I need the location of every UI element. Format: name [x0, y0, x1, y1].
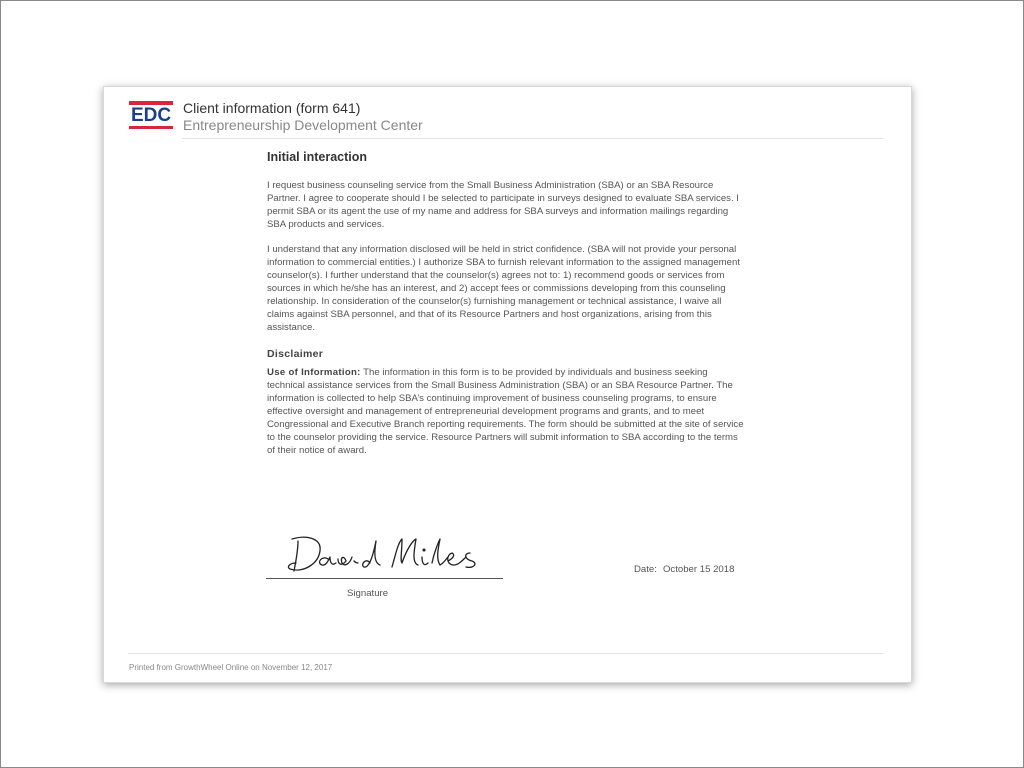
disclaimer-paragraph — [267, 366, 745, 457]
date-value: October 15 2018 — [662, 564, 735, 575]
section-heading: Initial interaction — [267, 150, 368, 164]
edc-logo — [129, 101, 173, 131]
disclaimer-text: The information in this form is to be provided by individuals and business seeking technical assistance services from the Small Business Administration (SBA) or an SBA Resource Partner. The information is collected to help SBA’s continuing improvement of business counseling programs, to ensure effective oversight and management of entrepreneurial development programs and grants, and to meet Congressional and Executive Branch reporting requirements. The form should be submitted at the site of service to the counselor providing the service. Resource Partners will submit information to SBA according to the terms of their notice of award. — [267, 367, 744, 456]
logo-text: EDC — [130, 105, 172, 126]
signature-line — [266, 578, 503, 579]
disclaimer-label: Use of Information: — [267, 367, 361, 378]
form-document — [103, 86, 912, 683]
disclaimer-heading: Disclaimer — [267, 348, 324, 360]
header-divider — [182, 138, 883, 139]
document-title: Client information (form 641) — [183, 100, 361, 116]
consent-paragraph: I request business counseling service from the Small Business Administration (SBA) or an SBA Resource Partner. I agree to cooperate should I be selected to participate in surveys designed to evaluate SBA services. I permit SBA or its agent the use of my name and address for SBA surveys and information mailings regarding SBA products and services. — [267, 180, 739, 230]
signature-date — [634, 564, 734, 575]
organization-name: Entrepreneurship Development Center — [183, 117, 423, 133]
logo-bottom-bar — [129, 126, 173, 129]
form-content — [267, 149, 745, 457]
date-label: Date: — [634, 564, 657, 575]
print-footer: Printed from GrowthWheel Online on November 12, 2017 — [129, 663, 333, 672]
handwritten-signature — [284, 533, 504, 579]
signature-label: Signature — [347, 588, 389, 599]
confidentiality-paragraph: I understand that any information disclosed will be held in strict confidence. (SBA will not provide your personal information to commercial entities.) I authorize SBA to furnish relevant information to the assigned management counselor(s). I further understand that the counselor(s) agrees not to: 1) recommend goods or services from sources in which he/she has an interest, and 2) accept fees or commissions developing from this counseling relationship. In consideration of the counselor(s) furnishing management or technical assistance, I waive all claims against SBA personnel, and that of its Resource Partners and host organizations, arising from this assistance. — [267, 244, 740, 333]
footer-divider — [128, 653, 883, 654]
